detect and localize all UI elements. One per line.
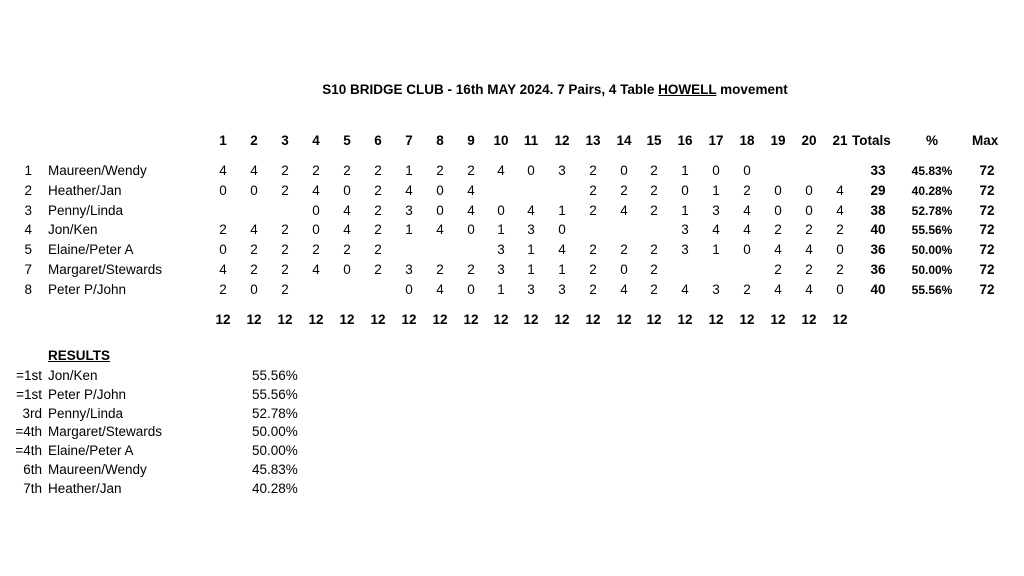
board-score: 4 [774,242,782,258]
board-score: 0 [497,202,505,218]
result-percent: 55.56% [252,368,298,383]
title-text-before: S10 BRIDGE CLUB - 16th MAY 2024. 7 Pairs, 4 Table [322,82,659,97]
board-score: 2 [620,182,628,198]
result-rank: 7th [23,480,42,496]
board-total: 12 [616,312,632,327]
board-score: 2 [281,242,289,258]
board-score: 4 [558,242,566,258]
board-header: 7 [405,133,413,148]
board-score: 0 [774,202,782,218]
row-max: 72 [979,163,995,178]
row-total: 40 [870,281,886,297]
board-score: 2 [374,202,382,218]
board-score: 2 [436,262,444,277]
result-pair: Maureen/Wendy [48,462,147,477]
pair-name: Margaret/Stewards [48,262,163,277]
result-row [0,405,400,423]
board-total: 12 [646,312,662,327]
row-total: 36 [870,262,886,277]
row-max: 72 [979,262,995,277]
row-total: 33 [870,163,886,178]
board-header: 15 [646,133,662,148]
row-max: 72 [979,182,995,198]
pair-number: 8 [24,281,32,297]
board-score: 1 [497,281,505,297]
row-percent: 50.00% [911,243,953,258]
board-score: 2 [343,163,351,178]
board-score: 3 [497,242,505,258]
board-score: 2 [281,281,289,297]
board-score: 1 [558,202,566,218]
board-score: 4 [219,163,227,178]
board-total: 12 [554,312,570,327]
board-total: 12 [246,312,262,327]
board-score: 3 [681,242,689,258]
board-total: 12 [677,312,693,327]
board-score: 0 [219,182,227,198]
result-row [0,386,400,404]
pair-name: Penny/Linda [48,202,124,218]
board-score: 2 [589,163,597,178]
board-score: 0 [219,242,227,258]
board-score: 0 [527,163,535,178]
board-score: 2 [650,242,658,258]
board-score: 2 [650,182,658,198]
board-score: 4 [620,202,628,218]
pair-number: 1 [24,163,32,178]
board-score: 2 [281,182,289,198]
row-percent: 55.56% [911,223,953,238]
board-score: 2 [281,262,289,277]
board-score: 4 [712,222,720,238]
board-score: 4 [836,202,844,218]
board-header: 19 [770,133,786,148]
board-score: 4 [743,222,751,238]
board-score: 2 [650,202,658,218]
board-score: 2 [836,222,844,238]
max-header: Max [972,133,999,148]
board-score: 0 [312,222,320,238]
row-percent: 55.56% [911,282,953,297]
row-max: 72 [979,202,995,218]
percent-header: % [925,133,938,148]
result-rank: =1st [16,386,42,402]
board-score: 0 [436,182,444,198]
board-score: 1 [527,262,535,277]
result-pair: Elaine/Peter A [48,443,134,459]
board-total: 12 [739,312,755,327]
board-score: 2 [219,222,227,238]
board-score: 2 [250,262,258,277]
board-score: 1 [405,163,413,178]
row-total: 36 [870,242,886,258]
board-total: 12 [801,312,817,327]
board-score: 4 [497,163,505,178]
pair-number: 7 [24,262,32,277]
board-score: 1 [405,222,413,238]
board-score: 0 [467,281,475,297]
board-header: 13 [585,133,601,148]
result-pair: Margaret/Stewards [48,424,163,440]
board-score: 0 [620,262,628,277]
board-score: 0 [836,281,844,297]
board-total: 12 [370,312,386,327]
board-total: 12 [215,312,231,327]
board-score: 0 [712,163,720,178]
result-pair: Penny/Linda [48,405,124,421]
board-score: 0 [312,202,320,218]
board-score: 0 [743,242,751,258]
result-pair: Peter P/John [48,386,127,402]
pair-number: 3 [24,202,32,218]
board-score: 0 [805,202,813,218]
result-percent: 52.78% [252,405,298,421]
board-total: 12 [708,312,724,327]
board-total: 12 [277,312,293,327]
title-text-after: movement [716,82,788,97]
board-score: 4 [405,182,413,198]
board-score: 2 [805,262,813,277]
board-header: 20 [801,133,817,148]
board-score: 2 [219,281,227,297]
board-score: 2 [743,182,751,198]
row-percent: 45.83% [911,164,953,178]
result-rank: =4th [15,443,42,459]
board-total: 12 [832,312,848,327]
board-score: 2 [589,202,597,218]
row-max: 72 [979,281,995,297]
board-score: 0 [250,182,258,198]
result-percent: 55.56% [252,386,298,402]
result-percent: 50.00% [252,443,298,459]
pair-name: Jon/Ken [48,222,98,238]
board-total: 12 [308,312,324,327]
board-header: 6 [374,133,382,148]
board-score: 3 [405,202,413,218]
board-score: 4 [774,281,782,297]
result-row [0,423,400,441]
board-score: 4 [250,222,258,238]
result-percent: 45.83% [252,462,298,477]
board-score: 2 [374,222,382,238]
board-score: 2 [250,242,258,258]
title-text-underlined: HOWELL [658,82,717,97]
board-header: 14 [616,133,632,148]
row-percent: 52.78% [911,203,953,218]
board-score: 4 [620,281,628,297]
board-score: 2 [589,262,597,277]
board-score: 4 [527,202,535,218]
board-score: 3 [712,202,720,218]
board-score: 0 [681,182,689,198]
board-score: 2 [374,242,382,258]
result-rank: =1st [16,368,42,383]
board-header: 12 [554,133,570,148]
board-score: 4 [805,281,813,297]
board-header: 4 [312,133,320,148]
board-score: 4 [681,281,689,297]
row-max: 72 [979,242,995,258]
pair-number: 4 [24,222,32,238]
board-score: 4 [436,222,444,238]
board-score: 4 [836,182,844,198]
board-score: 2 [436,163,444,178]
board-header: 10 [493,133,509,148]
board-total: 12 [401,312,417,327]
board-score: 1 [712,182,720,198]
board-score: 1 [712,242,720,258]
board-score: 3 [681,222,689,238]
board-header: 16 [677,133,693,148]
board-score: 4 [219,262,227,277]
pair-name: Heather/Jan [48,182,122,198]
row-percent: 50.00% [911,263,953,277]
board-score: 3 [558,163,566,178]
board-score: 0 [436,202,444,218]
board-score: 2 [650,262,658,277]
board-score: 0 [774,182,782,198]
result-percent: 50.00% [252,424,298,440]
pair-name: Elaine/Peter A [48,242,134,258]
board-score: 2 [312,163,320,178]
board-total: 12 [432,312,448,327]
board-score: 4 [312,262,320,277]
board-score: 4 [312,182,320,198]
result-rank: =4th [15,424,42,440]
board-score: 0 [343,262,351,277]
board-score: 1 [527,242,535,258]
result-row [0,461,400,479]
board-score: 2 [650,163,658,178]
board-score: 2 [774,262,782,277]
board-total: 12 [523,312,539,327]
board-score: 3 [405,262,413,277]
result-row [0,480,400,498]
board-score: 2 [774,222,782,238]
board-score: 2 [620,242,628,258]
board-score: 3 [712,281,720,297]
board-score: 2 [281,222,289,238]
result-row [0,442,400,460]
pair-number: 2 [24,182,32,198]
board-score: 0 [343,182,351,198]
result-pair: Heather/Jan [48,480,122,496]
board-score: 4 [343,202,351,218]
pair-number: 5 [24,242,32,258]
row-percent: 40.28% [911,183,953,198]
pair-name: Maureen/Wendy [48,163,147,178]
result-row [0,367,400,385]
board-score: 1 [681,163,689,178]
board-score: 4 [250,163,258,178]
board-header: 18 [739,133,755,148]
board-header: 5 [343,133,351,148]
board-score: 4 [743,202,751,218]
row-total: 40 [870,222,886,238]
board-score: 4 [467,182,475,198]
board-score: 0 [836,242,844,258]
totals-header: Totals [852,133,891,148]
row-total: 29 [870,182,886,198]
board-score: 2 [805,222,813,238]
board-score: 3 [527,222,535,238]
board-total: 12 [493,312,509,327]
pair-name: Peter P/John [48,281,127,297]
board-score: 2 [467,262,475,277]
result-rank: 3rd [22,405,42,421]
results-heading: RESULTS [48,348,111,363]
board-score: 2 [836,262,844,277]
board-score: 0 [250,281,258,297]
board-score: 2 [467,163,475,178]
board-score: 2 [374,163,382,178]
board-score: 0 [405,281,413,297]
board-score: 2 [743,281,751,297]
board-header: 9 [467,133,475,148]
board-score: 3 [558,281,566,297]
board-score: 3 [527,281,535,297]
board-total: 12 [339,312,355,327]
board-score: 4 [467,202,475,218]
board-total: 12 [770,312,786,327]
board-header: 2 [250,133,258,148]
board-score: 2 [374,182,382,198]
board-score: 2 [281,163,289,178]
board-score: 0 [805,182,813,198]
row-total: 38 [870,202,886,218]
board-score: 2 [589,182,597,198]
board-score: 4 [436,281,444,297]
result-rank: 6th [23,462,42,477]
board-header: 17 [708,133,724,148]
board-score: 4 [805,242,813,258]
board-score: 2 [589,242,597,258]
board-score: 0 [558,222,566,238]
board-score: 1 [681,202,689,218]
board-header: 21 [832,133,848,148]
board-score: 4 [343,222,351,238]
result-pair: Jon/Ken [48,368,98,383]
board-score: 0 [743,163,751,178]
board-header: 11 [523,133,539,148]
board-score: 0 [467,222,475,238]
board-score: 0 [620,163,628,178]
board-header: 1 [219,133,227,148]
board-score: 2 [650,281,658,297]
board-score: 1 [558,262,566,277]
board-score: 1 [497,222,505,238]
result-percent: 40.28% [252,480,298,496]
row-max: 72 [979,222,995,238]
board-score: 2 [312,242,320,258]
board-score: 3 [497,262,505,277]
board-score: 2 [374,262,382,277]
board-header: 3 [281,133,289,148]
board-total: 12 [585,312,601,327]
board-score: 2 [589,281,597,297]
board-score: 2 [343,242,351,258]
board-total: 12 [463,312,479,327]
board-header: 8 [436,133,444,148]
